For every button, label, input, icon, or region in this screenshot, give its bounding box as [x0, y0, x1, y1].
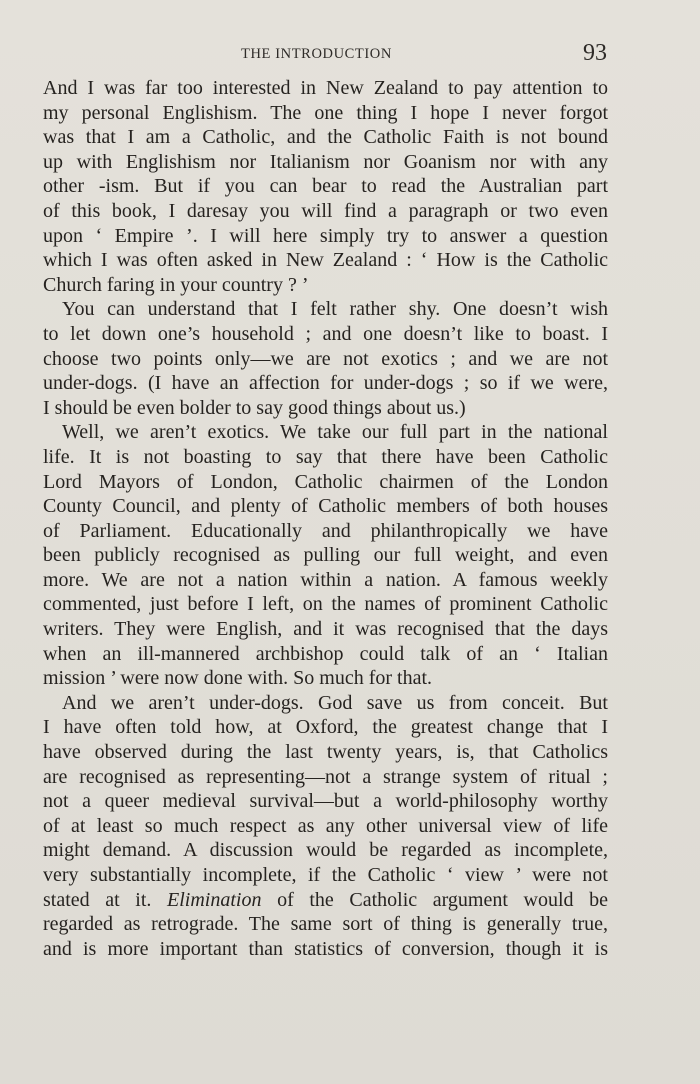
text-line: commented, just before I left, on the names of prominent Catholic: [43, 593, 608, 616]
text-line: County Council, and plenty of Catholic members of both houses: [43, 495, 608, 518]
text-line: life. It is not boasting to say that there have been Catholic: [43, 445, 608, 468]
text-line: of this book, I daresay you will find a paragraph or two even: [43, 199, 608, 222]
text-line: and is more important than statistics of conversion, though it is: [43, 937, 608, 960]
body-text: [43, 76, 608, 961]
text-line: very substantially incomplete, if the Catholic ‘ view ’ were not: [43, 864, 608, 886]
text-line: choose two points only—we are not exotics ; and we are not: [43, 347, 608, 370]
text-line-segment: stated at it.: [43, 888, 168, 911]
text-line: And I was far too interested in New Zealand to pay attention to: [43, 77, 608, 99]
text-line: up with Englishism nor Italianism nor Goanism nor with any: [43, 150, 608, 173]
italic-word: Elimination: [167, 888, 262, 911]
text-line: not a queer medieval survival—but a world-philosophy worthy: [43, 790, 608, 813]
text-line: regarded as retrograde. The same sort of thing is generally true,: [43, 913, 608, 936]
text-line: under-dogs. (I have an affection for under-dogs ; so if we were,: [43, 372, 608, 395]
text-line: I should be even bolder to say good things about us.): [43, 396, 466, 419]
running-head: [0, 40, 700, 70]
text-line: upon ‘ Empire ’. I will here simply try to answer a question: [43, 224, 608, 247]
text-line: You can understand that I felt rather shy. One doesn’t wish: [62, 298, 608, 321]
text-line: of at least so much respect as any other universal view of life: [43, 814, 608, 837]
text-line: I have often told how, at Oxford, the greatest change that I: [43, 716, 608, 739]
text-line: which I was often asked in New Zealand : ‘ How is the Catholic: [43, 249, 608, 272]
text-line: my personal Englishism. The one thing I hope I never forgot: [43, 101, 608, 124]
text-line: other -ism. But if you can bear to read the Australian part: [43, 175, 608, 198]
running-title: THE INTRODUCTION: [241, 46, 392, 62]
text-line: Well, we aren’t exotics. We take our full part in the national: [62, 421, 608, 444]
text-line: are recognised as representing—not a strange system of ritual ;: [43, 765, 608, 788]
page-number: 93: [583, 40, 607, 66]
text-line: was that I am a Catholic, and the Catholic Faith is not bound: [43, 126, 608, 149]
text-line: to let down one’s household ; and one doesn’t like to boast. I: [43, 322, 608, 345]
text-line: have observed during the last twenty years, is, that Catholics: [43, 741, 608, 764]
text-line: more. We are not a nation within a nation. A famous weekly: [43, 568, 608, 591]
text-line: [43, 888, 608, 913]
text-line: been publicly recognised as pulling our full weight, and even: [43, 544, 608, 567]
text-line: And we aren’t under-dogs. God save us from conceit. But: [62, 691, 608, 714]
text-line: Church faring in your country ? ’: [43, 273, 309, 296]
text-line: when an ill-mannered archbishop could talk of an ‘ Italian: [43, 642, 608, 665]
text-line: Lord Mayors of London, Catholic chairmen of the London: [43, 470, 608, 493]
text-line: writers. They were English, and it was recognised that the days: [43, 618, 608, 641]
text-line: mission ’ were now done with. So much for that.: [43, 667, 433, 690]
text-line-segment: of the Catholic argument would be: [261, 888, 608, 911]
text-line: of Parliament. Educationally and philanthropically we have: [43, 519, 608, 542]
text-line: might demand. A discussion would be regarded as incomplete,: [43, 839, 608, 862]
